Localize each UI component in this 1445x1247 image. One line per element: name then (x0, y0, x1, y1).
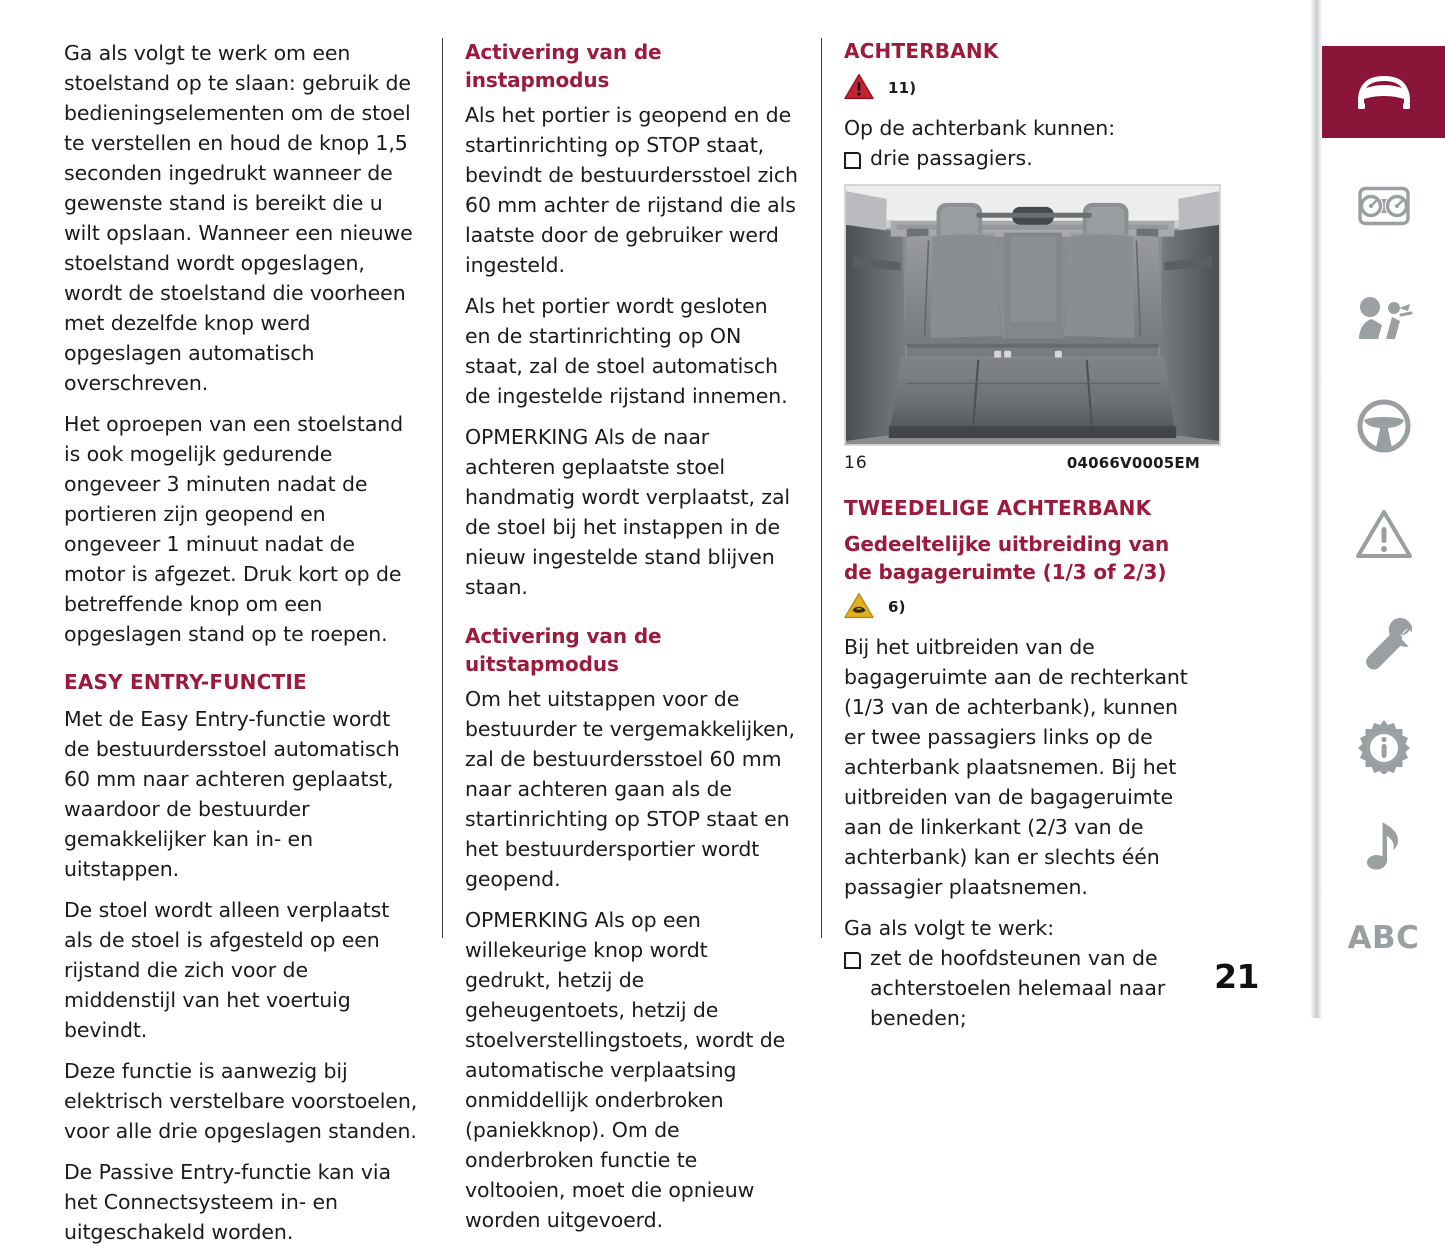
figure-number: 16 (844, 453, 868, 473)
section-heading-achterbank: ACHTERBANK (844, 39, 999, 63)
sidebar-item-index[interactable] (1322, 892, 1445, 984)
sidebar-item-vehicle[interactable] (1322, 46, 1445, 138)
paragraph: Als het portier wordt gesloten en de startinrichting op ON staat, zal de stoel automatisch de ingestelde rijstand innemen. (465, 294, 788, 408)
square-bullet-icon (844, 952, 861, 969)
caution-reference-number: 6) (888, 598, 906, 616)
figure-caption (844, 453, 1200, 473)
sidebar-item-technical-info[interactable] (1322, 700, 1445, 792)
paragraph: Deze functie is aanwezig bij elektrisch verstelbare voorstoelen, voor alle drie opgeslagen standen. (64, 1059, 418, 1143)
steering-wheel-icon (1356, 398, 1412, 454)
square-bullet-icon (844, 152, 861, 169)
subheading-bagageruimte: Gedeeltelijke uitbreiding van de bagageruimte (1/3 of 2/3) (844, 532, 1170, 584)
subheading-instapmodus: Activering van de instapmodus (465, 40, 662, 92)
figure-rear-seat (844, 184, 1200, 473)
wrench-icon (1356, 614, 1412, 670)
paragraph: OPMERKING Als de naar achteren geplaatste stoel handmatig wordt verplaatst, zal de stoel bij het instappen in de nieuw ingestelde stand blijven staan. (465, 425, 791, 599)
sidebar-item-instrument-panel[interactable] (1322, 160, 1445, 252)
paragraph: Met de Easy Entry-functie wordt de bestuurdersstoel automatisch 60 mm naar achteren geplaatst, waardoor de bestuurder gemakkelijker kan in- en uitstappen. (64, 707, 400, 881)
paragraph: Bij het uitbreiden van de bagageruimte aan de rechterkant (1/3 van de achterbank), kunnen er twee passagiers links op de achterbank plaatsnemen. Bij het uitbreiden van de bagageruimte aan de linkerkant (2/3 van de achterbank) kan er slechts één passagier plaatsnemen. (844, 635, 1188, 899)
yellow-caution-triangle-icon (844, 592, 874, 623)
paragraph: Ga als volgt te werk: (844, 916, 1055, 940)
caution-reference-row (844, 592, 1200, 622)
music-note-icon (1361, 818, 1407, 874)
sidebar-item-safety[interactable] (1322, 272, 1445, 364)
section-heading-easy-entry: EASY ENTRY-FUNCTIE (64, 670, 307, 694)
abc-index-icon: ABC (1347, 920, 1420, 956)
paragraph: Het oproepen van een stoelstand is ook mogelijk gedurende ongeveer 3 minuten nadat de portieren zijn geopend en ongeveer 1 minuut nadat de motor is afgezet. Druk kort op de betreffende knop om een opgeslagen stand op te roepen. (64, 412, 404, 646)
paragraph: De stoel wordt alleen verplaatst als de stoel is afgesteld op een rijstand die zich voor de middenstijl van het voertuig bevindt. (64, 898, 390, 1042)
sidebar-item-emergency[interactable] (1322, 488, 1445, 580)
chapter-tab-sidebar (1310, 0, 1445, 1018)
list-item (844, 943, 1200, 1033)
sidebar-item-multimedia[interactable] (1322, 800, 1445, 892)
sidebar-item-driving[interactable] (1322, 380, 1445, 472)
paragraph: Op de achterbank kunnen: (844, 116, 1115, 140)
page-number: 21 (1214, 957, 1259, 996)
paragraph: Ga als volgt te werk om een stoelstand op te slaan: gebruik de bedieningselementen om de stoel te verstellen en houd de knop 1,5 seconden ingedrukt wanneer de gewenste stand is bereikt die u wilt opslaan. Wanneer een nieuwe stoelstand wordt opgeslagen, wordt de stoelstand die voorheen met dezelfde knop werd opgeslagen automatisch overschreven. (64, 41, 413, 395)
warning-reference-row (844, 73, 1200, 103)
list-item-label: zet de hoofdsteunen van de achterstoelen helemaal naar beneden; (870, 946, 1166, 1030)
paragraph: Om het uitstappen voor de bestuurder te vergemakkelijken, zal de bestuurdersstoel 60 mm naar achteren gaan als de startinrichting op STOP staat en het bestuurdersportier wordt geopend. (465, 687, 795, 891)
warning-triangle-icon (1355, 508, 1413, 560)
paragraph: Als het portier is geopend en de startinrichting op STOP staat, bevindt de bestuurdersstoel zich 60 mm achter de rijstand die als laatste door de gebruiker werd ingesteld. (465, 103, 798, 277)
car-front-icon (1352, 70, 1416, 114)
page-edge-shadow (1310, 0, 1322, 1018)
rear-bench-seat-photo (844, 184, 1221, 446)
figure-code: 04066V0005EM (1066, 454, 1200, 472)
sidebar-item-maintenance[interactable] (1322, 596, 1445, 688)
gear-info-icon (1356, 718, 1412, 774)
list-item-label: drie passagiers. (870, 146, 1033, 170)
paragraph: De Passive Entry-functie kan via het Connectsysteem in- en uitgeschakeld worden. (64, 1160, 391, 1244)
warning-reference-number: 11) (888, 79, 917, 97)
subheading-uitstapmodus: Activering van de uitstapmodus (465, 624, 662, 676)
instrument-cluster-icon (1352, 184, 1416, 228)
text-column-1 (64, 38, 442, 1244)
paragraph: OPMERKING Als op een willekeurige knop wordt gedrukt, hetzij de geheugentoets, hetzij de stoelverstellingstoets, wordt de automatische verplaatsing onmiddellijk onderbroken (paniekknop). Om de onderbroken functie te voltooien, moet die opnieuw worden uitgevoerd. (465, 908, 786, 1232)
text-column-2 (443, 38, 821, 1232)
text-column-3 (822, 38, 1200, 1030)
list-item (844, 143, 1200, 173)
airbag-safety-icon (1352, 295, 1416, 341)
section-heading-tweedelige-achterbank: TWEEDELIGE ACHTERBANK (844, 496, 1152, 520)
red-warning-triangle-icon (844, 73, 874, 104)
